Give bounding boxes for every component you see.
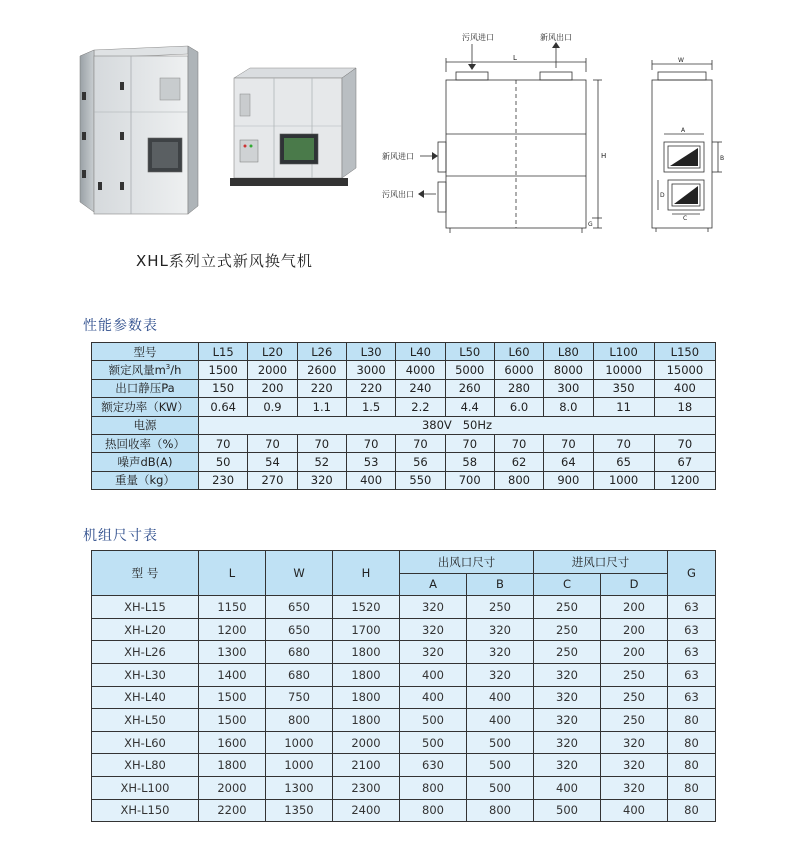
- value-cell: 320: [467, 618, 534, 641]
- value-cell: 11: [593, 398, 654, 416]
- table-row: [92, 663, 716, 686]
- value-cell: 260: [445, 379, 494, 397]
- value-cell: 250: [601, 686, 668, 709]
- value-cell: 300: [544, 379, 593, 397]
- header-inlet-size: 进风口尺寸: [534, 551, 668, 574]
- model-cell: XH-L40: [92, 686, 199, 709]
- value-cell: 240: [396, 379, 445, 397]
- value-cell: 4000: [396, 361, 445, 379]
- value-cell: 320: [467, 641, 534, 664]
- value-cell: 18: [654, 398, 715, 416]
- value-cell: 680: [266, 641, 333, 664]
- model-cell: L15: [199, 343, 248, 361]
- value-cell: 1800: [199, 754, 266, 777]
- value-cell: 80: [668, 754, 716, 777]
- value-cell: 400: [467, 709, 534, 732]
- table-row: [92, 799, 716, 822]
- value-cell: 200: [601, 618, 668, 641]
- value-cell: 400: [467, 686, 534, 709]
- value-cell: 800: [467, 799, 534, 822]
- value-cell: 250: [534, 618, 601, 641]
- model-cell: XH-L150: [92, 799, 199, 822]
- value-cell: 270: [248, 471, 297, 489]
- value-cell: 320: [534, 709, 601, 732]
- row-label-heat-recovery: 热回收率（%）: [92, 434, 199, 452]
- header-G: G: [668, 551, 716, 596]
- table-row: [92, 398, 716, 416]
- row-label-power: 额定功率（KW）: [92, 398, 199, 416]
- model-cell: L20: [248, 343, 297, 361]
- dimension-A-label: A: [681, 127, 686, 134]
- dimension-G-label: G: [588, 221, 593, 228]
- header-model-label: 型号: [92, 343, 199, 361]
- model-cell: L80: [544, 343, 593, 361]
- value-cell: 1.1: [297, 398, 346, 416]
- value-cell: 80: [668, 731, 716, 754]
- value-cell: 500: [467, 776, 534, 799]
- value-cell: 1700: [333, 618, 400, 641]
- value-cell: 1600: [199, 731, 266, 754]
- value-cell: 550: [396, 471, 445, 489]
- value-cell: 70: [297, 434, 346, 452]
- value-cell: 2600: [297, 361, 346, 379]
- table-row: [92, 776, 716, 799]
- value-cell: 500: [400, 731, 467, 754]
- product-caption: XHL系列立式新风换气机: [136, 252, 313, 270]
- model-cell: L40: [396, 343, 445, 361]
- value-cell: 2300: [333, 776, 400, 799]
- table-row: [92, 686, 716, 709]
- value-cell: 680: [266, 663, 333, 686]
- value-cell: 150: [199, 379, 248, 397]
- model-cell: L100: [593, 343, 654, 361]
- value-cell: 5000: [445, 361, 494, 379]
- model-cell: XH-L80: [92, 754, 199, 777]
- dimension-L-label: L: [513, 54, 517, 62]
- value-cell: 70: [346, 434, 395, 452]
- value-cell: 70: [544, 434, 593, 452]
- value-cell: 0.9: [248, 398, 297, 416]
- value-cell: 1800: [333, 641, 400, 664]
- table-row: [92, 641, 716, 664]
- value-cell: 320: [400, 596, 467, 619]
- row-label-static-pressure: 出口静压Pa: [92, 379, 199, 397]
- header-L: L: [199, 551, 266, 596]
- value-cell: 6.0: [494, 398, 543, 416]
- value-cell: 1520: [333, 596, 400, 619]
- value-cell: 800: [266, 709, 333, 732]
- table-row: [92, 471, 716, 489]
- value-cell: 2000: [333, 731, 400, 754]
- value-cell: 80: [668, 709, 716, 732]
- value-cell: 320: [601, 754, 668, 777]
- value-cell: 320: [400, 618, 467, 641]
- table-row: [92, 379, 716, 397]
- value-cell: 500: [400, 709, 467, 732]
- value-cell: 320: [297, 471, 346, 489]
- table-row: [92, 361, 716, 379]
- value-cell: 6000: [494, 361, 543, 379]
- value-cell: 63: [668, 686, 716, 709]
- value-cell: 220: [346, 379, 395, 397]
- value-cell: 1500: [199, 709, 266, 732]
- value-cell: 3000: [346, 361, 395, 379]
- value-cell: 56: [396, 453, 445, 471]
- table-row: [92, 453, 716, 471]
- row-label-weight: 重量（kg）: [92, 471, 199, 489]
- value-cell: 1.5: [346, 398, 395, 416]
- header-W: W: [266, 551, 333, 596]
- value-cell: 320: [534, 731, 601, 754]
- value-cell: 70: [396, 434, 445, 452]
- header-A: A: [400, 573, 467, 596]
- value-cell: 220: [297, 379, 346, 397]
- value-cell: 630: [400, 754, 467, 777]
- table-row: [92, 731, 716, 754]
- value-cell: 500: [467, 731, 534, 754]
- table-row: [92, 754, 716, 777]
- value-cell: 67: [654, 453, 715, 471]
- value-cell: 2200: [199, 799, 266, 822]
- model-cell: L26: [297, 343, 346, 361]
- table-row: [92, 618, 716, 641]
- value-cell: 350: [593, 379, 654, 397]
- value-cell: 53: [346, 453, 395, 471]
- row-label-noise: 噪声dB(A): [92, 453, 199, 471]
- value-cell: 70: [494, 434, 543, 452]
- value-cell: 320: [601, 731, 668, 754]
- value-cell: 8.0: [544, 398, 593, 416]
- value-cell: 650: [266, 596, 333, 619]
- model-cell: XH-L50: [92, 709, 199, 732]
- value-cell: 70: [593, 434, 654, 452]
- dimension-table: [91, 550, 716, 822]
- value-cell: 320: [534, 754, 601, 777]
- value-cell: 1200: [199, 618, 266, 641]
- value-cell: 58: [445, 453, 494, 471]
- value-cell: 320: [601, 776, 668, 799]
- value-cell: 200: [248, 379, 297, 397]
- value-cell: 70: [199, 434, 248, 452]
- value-cell: 400: [400, 663, 467, 686]
- value-cell: 320: [534, 686, 601, 709]
- header-C: C: [534, 573, 601, 596]
- value-cell: 1000: [593, 471, 654, 489]
- power-supply-value: 380V 50Hz: [199, 416, 716, 434]
- value-cell: 2000: [199, 776, 266, 799]
- table-row: [92, 709, 716, 732]
- value-cell: 750: [266, 686, 333, 709]
- fresh-air-outlet-label: 新风出口: [540, 33, 572, 42]
- value-cell: 400: [346, 471, 395, 489]
- value-cell: 200: [601, 641, 668, 664]
- value-cell: 2100: [333, 754, 400, 777]
- row-label-airflow: 额定风量$m^3/h$: [92, 361, 199, 379]
- value-cell: 10000: [593, 361, 654, 379]
- value-cell: 1350: [266, 799, 333, 822]
- model-cell: L60: [494, 343, 543, 361]
- table-row: [92, 596, 716, 619]
- table-row: [92, 343, 716, 361]
- value-cell: 400: [654, 379, 715, 397]
- value-cell: 250: [601, 663, 668, 686]
- table-header-row: [92, 551, 716, 574]
- model-cell: L30: [346, 343, 395, 361]
- value-cell: 1300: [199, 641, 266, 664]
- value-cell: 54: [248, 453, 297, 471]
- value-cell: 1300: [266, 776, 333, 799]
- value-cell: 50: [199, 453, 248, 471]
- dimension-B-label: B: [720, 155, 725, 162]
- dimension-H-label: H: [601, 152, 607, 160]
- model-cell: XH-L26: [92, 641, 199, 664]
- value-cell: 320: [467, 663, 534, 686]
- dimension-table-title: 机组尺寸表: [83, 528, 158, 544]
- header-model: 型 号: [92, 551, 199, 596]
- value-cell: 4.4: [445, 398, 494, 416]
- header-H: H: [333, 551, 400, 596]
- value-cell: 500: [534, 799, 601, 822]
- vertical-unit-photo: [76, 42, 200, 218]
- value-cell: 250: [534, 641, 601, 664]
- fresh-air-inlet-label: 新风进口: [382, 152, 414, 161]
- model-cell: XH-L100: [92, 776, 199, 799]
- value-cell: 250: [534, 596, 601, 619]
- value-cell: 63: [668, 596, 716, 619]
- value-cell: 700: [445, 471, 494, 489]
- value-cell: 64: [544, 453, 593, 471]
- value-cell: 1000: [266, 731, 333, 754]
- value-cell: 200: [601, 596, 668, 619]
- table-row: [92, 416, 716, 434]
- value-cell: 70: [248, 434, 297, 452]
- horizontal-unit-photo: [226, 64, 360, 198]
- value-cell: 63: [668, 663, 716, 686]
- value-cell: 320: [534, 663, 601, 686]
- value-cell: 0.64: [199, 398, 248, 416]
- value-cell: 320: [400, 641, 467, 664]
- value-cell: 400: [400, 686, 467, 709]
- model-cell: XH-L30: [92, 663, 199, 686]
- value-cell: 1150: [199, 596, 266, 619]
- value-cell: 1800: [333, 709, 400, 732]
- front-schematic-drawing: [380, 28, 620, 238]
- dimension-C-label: C: [683, 215, 688, 222]
- value-cell: 800: [494, 471, 543, 489]
- side-schematic-drawing: [636, 54, 746, 234]
- model-cell: L150: [654, 343, 715, 361]
- model-cell: L50: [445, 343, 494, 361]
- value-cell: 63: [668, 618, 716, 641]
- value-cell: 62: [494, 453, 543, 471]
- value-cell: 1200: [654, 471, 715, 489]
- dirty-air-outlet-label: 污风出口: [382, 190, 414, 199]
- dimension-D-label: D: [660, 192, 665, 199]
- value-cell: 15000: [654, 361, 715, 379]
- header-B: B: [467, 573, 534, 596]
- model-cell: XH-L20: [92, 618, 199, 641]
- header-outlet-size: 出风口尺寸: [400, 551, 534, 574]
- value-cell: 52: [297, 453, 346, 471]
- value-cell: 1500: [199, 686, 266, 709]
- value-cell: 1400: [199, 663, 266, 686]
- value-cell: 650: [266, 618, 333, 641]
- value-cell: 8000: [544, 361, 593, 379]
- value-cell: 70: [654, 434, 715, 452]
- value-cell: 500: [467, 754, 534, 777]
- value-cell: 80: [668, 799, 716, 822]
- value-cell: 1000: [266, 754, 333, 777]
- value-cell: 2400: [333, 799, 400, 822]
- header-D: D: [601, 573, 668, 596]
- value-cell: 1500: [199, 361, 248, 379]
- value-cell: 400: [534, 776, 601, 799]
- value-cell: 1800: [333, 686, 400, 709]
- model-cell: XH-L15: [92, 596, 199, 619]
- value-cell: 800: [400, 799, 467, 822]
- row-label-power-supply: 电源: [92, 416, 199, 434]
- value-cell: 1800: [333, 663, 400, 686]
- dirty-air-inlet-label: 污风进口: [462, 33, 494, 42]
- table-row: [92, 434, 716, 452]
- performance-table: [91, 342, 716, 490]
- value-cell: 65: [593, 453, 654, 471]
- value-cell: 900: [544, 471, 593, 489]
- value-cell: 250: [601, 709, 668, 732]
- value-cell: 250: [467, 596, 534, 619]
- value-cell: 800: [400, 776, 467, 799]
- value-cell: 63: [668, 641, 716, 664]
- value-cell: 80: [668, 776, 716, 799]
- value-cell: 230: [199, 471, 248, 489]
- dimension-W-label: W: [678, 57, 684, 64]
- model-cell: XH-L60: [92, 731, 199, 754]
- value-cell: 2000: [248, 361, 297, 379]
- value-cell: 280: [494, 379, 543, 397]
- performance-table-title: 性能参数表: [83, 318, 158, 334]
- value-cell: 400: [601, 799, 668, 822]
- value-cell: 70: [445, 434, 494, 452]
- value-cell: 2.2: [396, 398, 445, 416]
